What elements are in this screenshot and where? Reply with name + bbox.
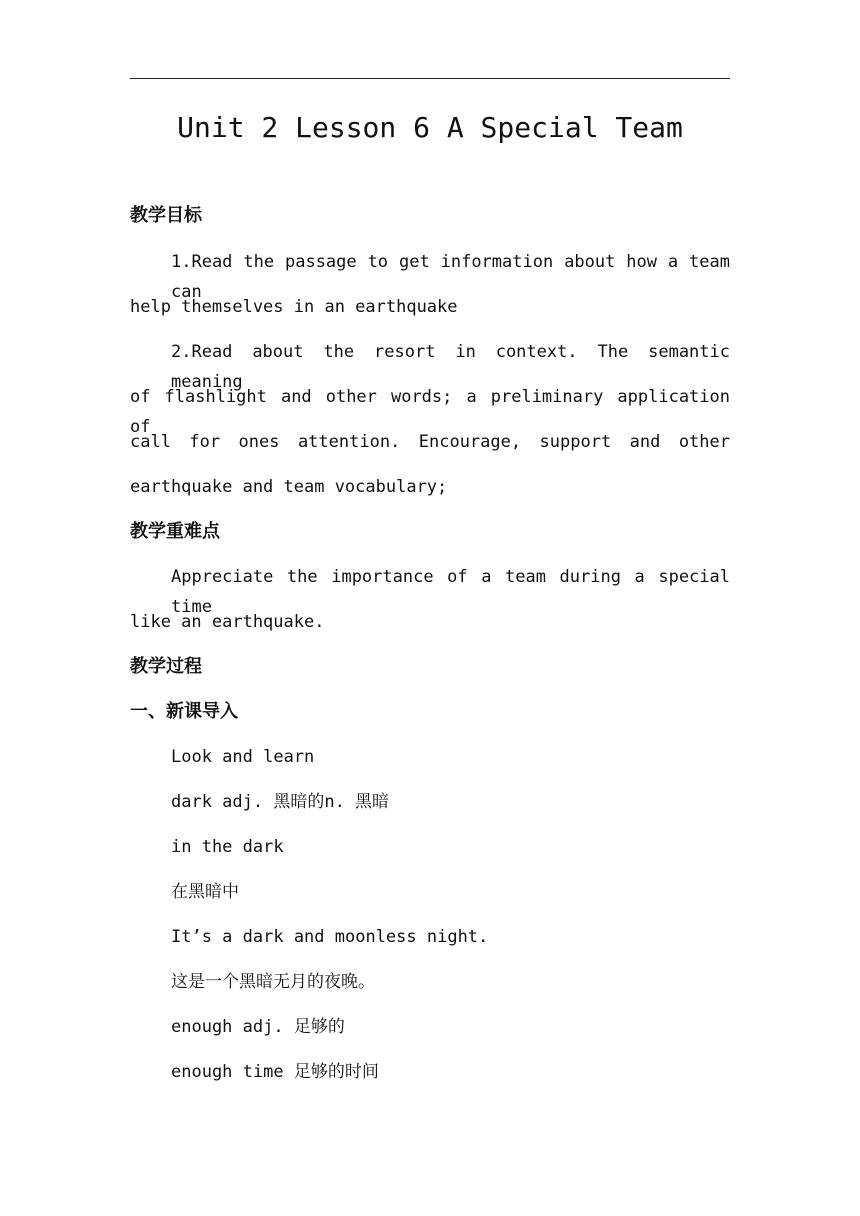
vocab-line: It’s a dark and moonless night.: [171, 927, 489, 947]
objective-2-line-2: of flashlight and other words; a preliminary application of: [130, 387, 730, 437]
intro-heading: 一、新课导入: [130, 701, 238, 722]
vocab-line: Look and learn: [171, 747, 315, 767]
vocab-line: enough time 足够的时间: [171, 1062, 379, 1082]
objectives-heading: 教学目标: [130, 205, 202, 226]
vocab-line: enough adj. 足够的: [171, 1017, 345, 1037]
key-points-line-1: Appreciate the importance of a team during a special time: [171, 567, 730, 617]
objective-2-line-1: 2.Read about the resort in context. The semantic meaning: [171, 342, 730, 392]
objective-2-line-3: call for ones attention. Encourage, support and other: [130, 432, 730, 452]
header-rule: [130, 78, 730, 79]
document-title: Unit 2 Lesson 6 A Special Team: [177, 111, 683, 144]
document-page: [130, 0, 730, 1216]
key-points-heading: 教学重难点: [130, 521, 220, 542]
vocab-line: 在黑暗中: [171, 882, 239, 902]
vocab-line: in the dark: [171, 837, 284, 857]
process-heading: 教学过程: [130, 656, 202, 677]
objective-2-line-4: earthquake and team vocabulary;: [130, 477, 448, 497]
objective-1-line-2: help themselves in an earthquake: [130, 297, 458, 317]
vocab-line: dark adj. 黑暗的n. 黑暗: [171, 792, 390, 812]
vocab-line: 这是一个黑暗无月的夜晚。: [171, 972, 375, 992]
objective-1-line-1: 1.Read the passage to get information about how a team can: [171, 252, 730, 302]
key-points-line-2: like an earthquake.: [130, 612, 325, 632]
